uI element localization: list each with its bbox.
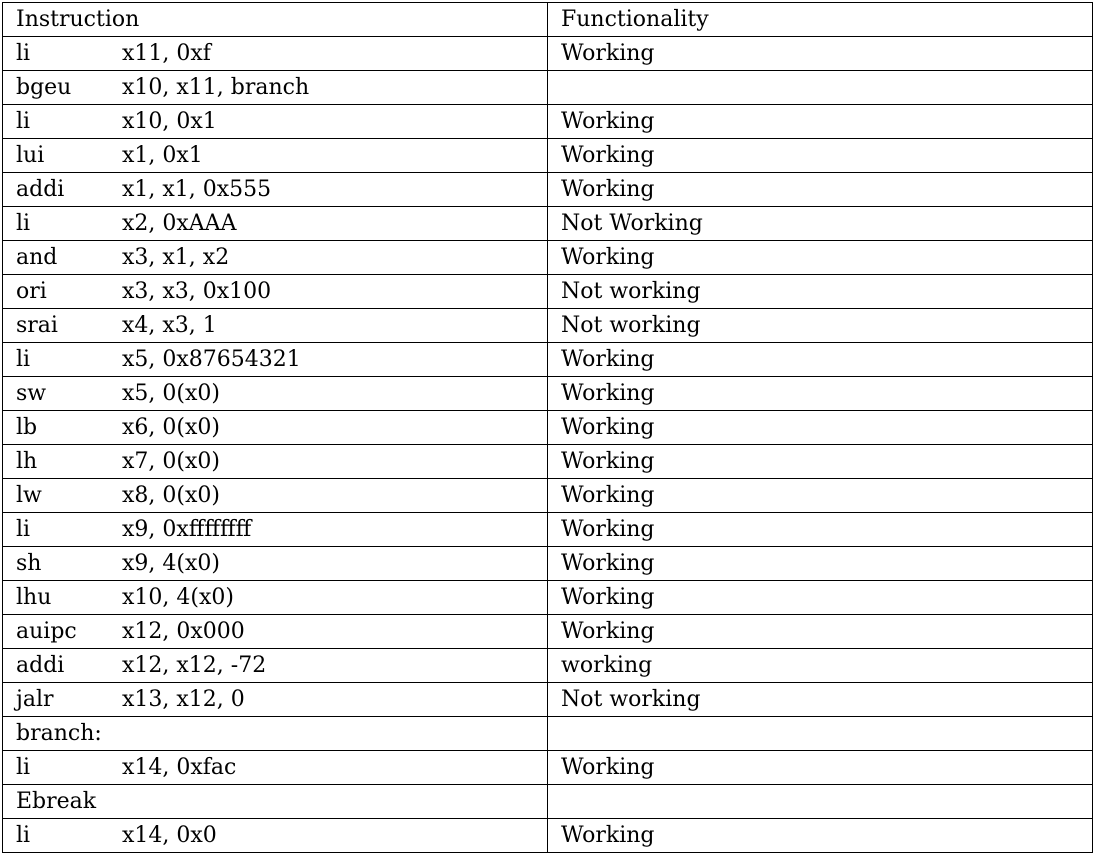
instruction-operands: x14, 0x0: [122, 823, 217, 848]
table-row: [3, 649, 1093, 683]
instruction-operands: x3, x1, x2: [122, 245, 230, 270]
instruction-cell: [3, 241, 548, 275]
table-row: [3, 275, 1093, 309]
instruction-mnemonic: jalr: [16, 687, 54, 712]
functionality-cell: Working: [548, 547, 1093, 581]
instruction-operands: x10, x11, branch: [122, 75, 310, 100]
functionality-cell: [548, 785, 1093, 819]
instruction-mnemonic: li: [16, 347, 31, 372]
table-row: [3, 207, 1093, 241]
table-row: [3, 683, 1093, 717]
table-row: [3, 717, 1093, 751]
instruction-mnemonic: lh: [16, 449, 38, 474]
table-row: [3, 445, 1093, 479]
table-row: [3, 241, 1093, 275]
table-row: [3, 71, 1093, 105]
table-row: [3, 819, 1093, 853]
functionality-cell: Working: [548, 139, 1093, 173]
functionality-cell: Working: [548, 377, 1093, 411]
instruction-operands: x8, 0(x0): [122, 483, 220, 508]
instruction-operands: x9, 0xffffffff: [122, 517, 252, 542]
instruction-cell: [3, 547, 548, 581]
instruction-cell: [3, 411, 548, 445]
instruction-operands: x1, 0x1: [122, 143, 203, 168]
table-row: [3, 513, 1093, 547]
instruction-cell: [3, 173, 548, 207]
functionality-cell: Not Working: [548, 207, 1093, 241]
instruction-cell: [3, 581, 548, 615]
table-row: [3, 173, 1093, 207]
instruction-operands: x3, x3, 0x100: [122, 279, 272, 304]
instruction-cell: [3, 717, 548, 751]
instruction-mnemonic: li: [16, 823, 31, 848]
instruction-cell: [3, 377, 548, 411]
table-row: [3, 479, 1093, 513]
instruction-operands: x12, 0x000: [122, 619, 245, 644]
instruction-operands: x4, x3, 1: [122, 313, 217, 338]
functionality-cell: Not working: [548, 683, 1093, 717]
instruction-operands: x10, 0x1: [122, 109, 217, 134]
table-row: [3, 37, 1093, 71]
instruction-cell: [3, 819, 548, 853]
instruction-mnemonic: addi: [16, 653, 65, 678]
table-row: [3, 343, 1093, 377]
instruction-mnemonic: and: [16, 245, 58, 270]
header-functionality: Functionality: [548, 3, 1093, 37]
functionality-cell: Working: [548, 615, 1093, 649]
functionality-cell: Working: [548, 37, 1093, 71]
header-row: [3, 3, 1093, 37]
instruction-mnemonic: sh: [16, 551, 42, 576]
functionality-cell: working: [548, 649, 1093, 683]
instruction-mnemonic: lui: [16, 143, 45, 168]
instruction-cell: [3, 105, 548, 139]
functionality-cell: Working: [548, 581, 1093, 615]
instruction-operands: x11, 0xf: [122, 41, 211, 66]
instruction-operands: x1, x1, 0x555: [122, 177, 272, 202]
functionality-cell: Working: [548, 445, 1093, 479]
instruction-mnemonic: li: [16, 755, 31, 780]
table-row: [3, 105, 1093, 139]
functionality-cell: [548, 717, 1093, 751]
table-row: [3, 411, 1093, 445]
functionality-cell: Not working: [548, 309, 1093, 343]
table-row: [3, 377, 1093, 411]
instruction-mnemonic: ori: [16, 279, 47, 304]
instruction-cell: [3, 513, 548, 547]
functionality-cell: Working: [548, 173, 1093, 207]
functionality-cell: Working: [548, 411, 1093, 445]
instruction-operands: x13, x12, 0: [122, 687, 245, 712]
functionality-cell: Working: [548, 479, 1093, 513]
instruction-mnemonic: li: [16, 211, 31, 236]
table-row: [3, 139, 1093, 173]
instruction-cell: [3, 207, 548, 241]
instruction-mnemonic: lb: [16, 415, 38, 440]
functionality-cell: Working: [548, 513, 1093, 547]
table-row: [3, 615, 1093, 649]
functionality-cell: Not working: [548, 275, 1093, 309]
instruction-operands: x5, 0(x0): [122, 381, 220, 406]
instruction-mnemonic: branch:: [16, 721, 102, 746]
table-row: [3, 309, 1093, 343]
instruction-operands: x7, 0(x0): [122, 449, 220, 474]
instruction-operands: x6, 0(x0): [122, 415, 220, 440]
table-row: [3, 547, 1093, 581]
instruction-cell: [3, 479, 548, 513]
instruction-cell: [3, 649, 548, 683]
instruction-operands: x2, 0xAAA: [122, 211, 237, 236]
instruction-mnemonic: li: [16, 517, 31, 542]
instruction-cell: [3, 343, 548, 377]
header-instruction: Instruction: [3, 3, 548, 37]
instruction-mnemonic: Ebreak: [16, 789, 97, 814]
instruction-cell: [3, 309, 548, 343]
instruction-operands: x10, 4(x0): [122, 585, 234, 610]
instruction-cell: [3, 785, 548, 819]
instruction-operands: x9, 4(x0): [122, 551, 220, 576]
table-row: [3, 581, 1093, 615]
instruction-mnemonic: auipc: [16, 619, 77, 644]
instruction-functionality-table: [2, 2, 1093, 853]
instruction-mnemonic: lw: [16, 483, 42, 508]
table-row: [3, 785, 1093, 819]
instruction-mnemonic: srai: [16, 313, 58, 338]
instruction-mnemonic: sw: [16, 381, 47, 406]
instruction-cell: [3, 751, 548, 785]
instruction-operands: x5, 0x87654321: [122, 347, 301, 372]
functionality-cell: Working: [548, 241, 1093, 275]
functionality-cell: Working: [548, 751, 1093, 785]
instruction-cell: [3, 139, 548, 173]
instruction-cell: [3, 71, 548, 105]
instruction-operands: x12, x12, -72: [122, 653, 267, 678]
instruction-mnemonic: li: [16, 109, 31, 134]
instruction-cell: [3, 445, 548, 479]
functionality-cell: [548, 71, 1093, 105]
instruction-cell: [3, 37, 548, 71]
functionality-cell: Working: [548, 343, 1093, 377]
instruction-mnemonic: li: [16, 41, 31, 66]
instruction-cell: [3, 615, 548, 649]
functionality-cell: Working: [548, 105, 1093, 139]
instruction-mnemonic: addi: [16, 177, 65, 202]
table-body: [3, 3, 1093, 853]
table-row: [3, 751, 1093, 785]
instruction-cell: [3, 683, 548, 717]
instruction-operands: x14, 0xfac: [122, 755, 237, 780]
instruction-mnemonic: lhu: [16, 585, 52, 610]
instruction-cell: [3, 275, 548, 309]
instruction-mnemonic: bgeu: [16, 75, 72, 100]
functionality-cell: Working: [548, 819, 1093, 853]
